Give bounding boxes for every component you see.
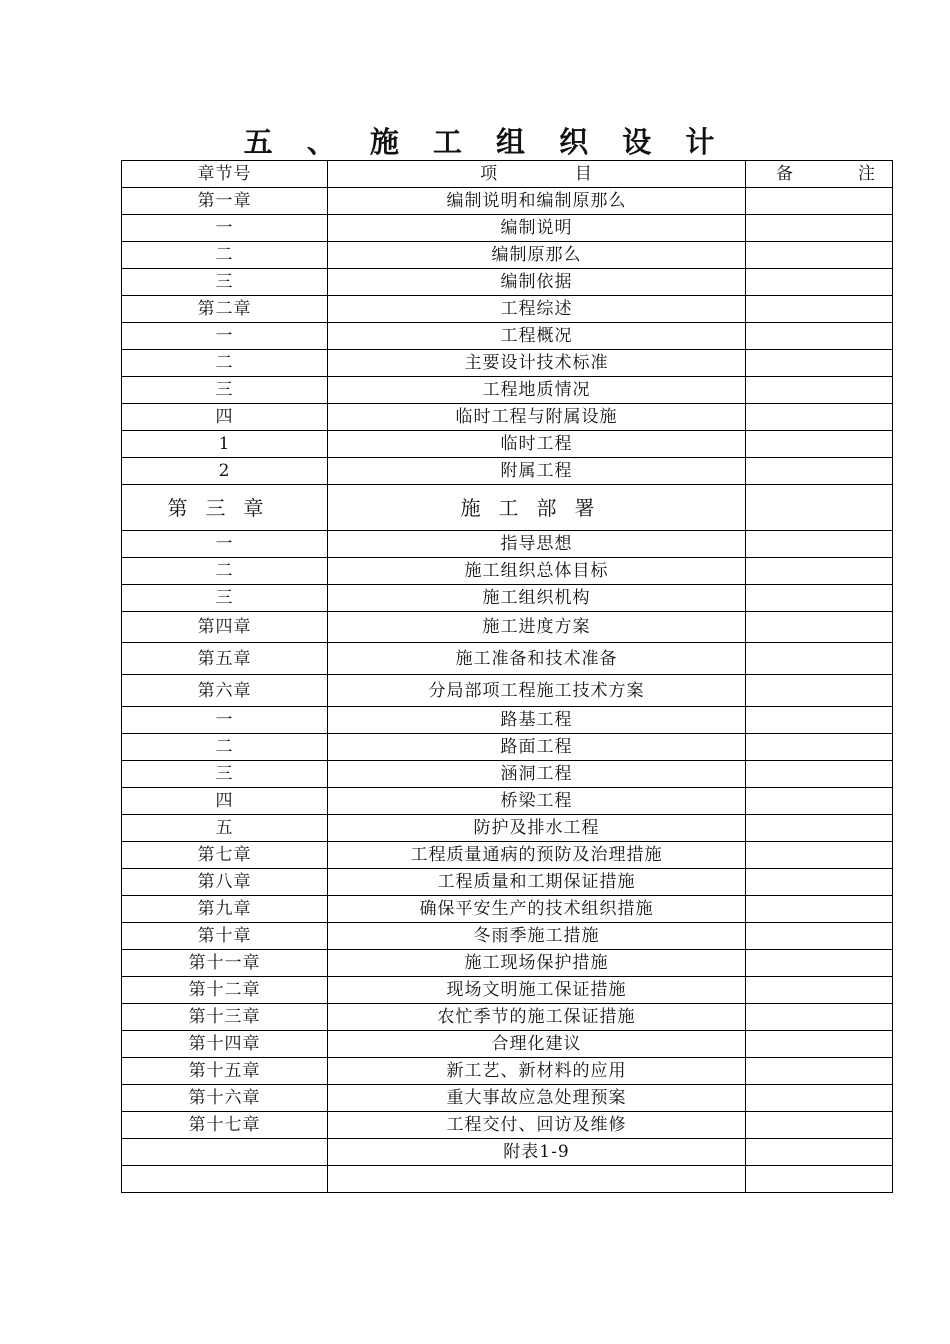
item-cell: 编制说明和编制原那么 [328,188,746,215]
chapter-cell: 第十五章 [122,1058,328,1085]
table-row [122,1004,893,1031]
item-cell: 工程概况 [328,323,746,350]
chapter-cell: 第十三章 [122,1004,328,1031]
chapter-cell: 第三章 [122,485,328,531]
item-cell: 施工准备和技术准备 [328,643,746,675]
chapter-cell: 三 [122,585,328,612]
item-cell: 施工部署 [328,485,746,531]
chapter-cell: 2 [122,458,328,485]
item-cell: 现场文明施工保证措施 [328,977,746,1004]
chapter-cell: 三 [122,761,328,788]
note-cell [746,675,893,707]
chapter-cell: 四 [122,404,328,431]
item-cell: 主要设计技术标准 [328,350,746,377]
chapter-cell: 一 [122,323,328,350]
table-row [122,734,893,761]
note-cell [746,323,893,350]
item-cell [328,1166,746,1193]
note-cell [746,458,893,485]
note-cell [746,1139,893,1166]
table-row [122,485,893,531]
chapter-cell: 四 [122,788,328,815]
note-cell [746,1031,893,1058]
table-row [122,896,893,923]
chapter-cell: 二 [122,350,328,377]
item-cell: 附表1-9 [328,1139,746,1166]
chapter-cell: 二 [122,734,328,761]
table-row [122,1031,893,1058]
note-cell [746,1166,893,1193]
chapter-cell: 第十一章 [122,950,328,977]
item-cell: 工程质量通病的预防及治理措施 [328,842,746,869]
table-row [122,431,893,458]
table-row [122,1058,893,1085]
table-row [122,950,893,977]
chapter-cell: 二 [122,558,328,585]
chapter-cell: 第四章 [122,612,328,643]
table-row [122,761,893,788]
note-cell [746,643,893,675]
item-cell: 分局部项工程施工技术方案 [328,675,746,707]
item-cell: 冬雨季施工措施 [328,923,746,950]
note-cell [746,585,893,612]
note-cell [746,558,893,585]
contents-table [121,160,893,1193]
note-cell [746,1112,893,1139]
table-row [122,675,893,707]
note-cell [746,1085,893,1112]
note-cell [746,734,893,761]
note-cell [746,788,893,815]
item-cell: 路基工程 [328,707,746,734]
table-row [122,558,893,585]
chapter-cell: 五 [122,815,328,842]
item-cell: 确保平安生产的技术组织措施 [328,896,746,923]
item-cell: 临时工程与附属设施 [328,404,746,431]
chapter-cell: 1 [122,431,328,458]
table-row [122,350,893,377]
table-row [122,296,893,323]
chapter-cell: 第七章 [122,842,328,869]
table-row [122,585,893,612]
chapter-cell: 第五章 [122,643,328,675]
item-cell: 涵洞工程 [328,761,746,788]
header-note [746,161,893,188]
table-header-row [122,161,893,188]
chapter-cell: 第六章 [122,675,328,707]
table-row [122,977,893,1004]
item-cell: 工程地质情况 [328,377,746,404]
table-row [122,1085,893,1112]
note-cell [746,269,893,296]
chapter-cell: 二 [122,242,328,269]
header-note-right: 注 [858,164,876,184]
page-title: 五 、 施 工 组 织 设 计 [243,125,727,159]
note-cell [746,896,893,923]
note-cell [746,869,893,896]
table-row [122,815,893,842]
chapter-cell: 第九章 [122,896,328,923]
item-cell: 临时工程 [328,431,746,458]
note-cell [746,1058,893,1085]
note-cell [746,296,893,323]
header-chapter: 章节号 [122,161,328,188]
chapter-cell [122,1166,328,1193]
table-row [122,404,893,431]
item-cell: 新工艺、新材料的应用 [328,1058,746,1085]
table-row [122,869,893,896]
chapter-cell: 第十章 [122,923,328,950]
table-row [122,1112,893,1139]
table-row [122,842,893,869]
note-cell [746,842,893,869]
table-row [122,707,893,734]
chapter-cell: 第十二章 [122,977,328,1004]
chapter-cell: 第十七章 [122,1112,328,1139]
table-row [122,788,893,815]
chapter-cell: 第二章 [122,296,328,323]
table-row [122,323,893,350]
header-item: 项 目 [328,161,746,188]
note-cell [746,612,893,643]
note-cell [746,188,893,215]
chapter-cell: 三 [122,377,328,404]
item-cell: 农忙季节的施工保证措施 [328,1004,746,1031]
table-row [122,242,893,269]
table-row [122,612,893,643]
item-cell: 防护及排水工程 [328,815,746,842]
note-cell [746,1004,893,1031]
note-cell [746,950,893,977]
table-row [122,458,893,485]
note-cell [746,215,893,242]
note-cell [746,815,893,842]
chapter-cell [122,1139,328,1166]
chapter-cell: 第十六章 [122,1085,328,1112]
item-cell: 附属工程 [328,458,746,485]
item-cell: 路面工程 [328,734,746,761]
table-row [122,188,893,215]
note-cell [746,761,893,788]
note-cell [746,485,893,531]
item-cell: 工程质量和工期保证措施 [328,869,746,896]
item-cell: 施工进度方案 [328,612,746,643]
chapter-cell: 第八章 [122,869,328,896]
item-cell: 桥梁工程 [328,788,746,815]
note-cell [746,923,893,950]
table-row [122,215,893,242]
item-cell: 施工组织总体目标 [328,558,746,585]
item-cell: 工程交付、回访及维修 [328,1112,746,1139]
note-cell [746,350,893,377]
item-cell: 编制原那么 [328,242,746,269]
table-row [122,377,893,404]
chapter-cell: 三 [122,269,328,296]
note-cell [746,531,893,558]
note-cell [746,377,893,404]
table-row [122,531,893,558]
chapter-cell: 一 [122,707,328,734]
table-row [122,269,893,296]
item-cell: 编制说明 [328,215,746,242]
table-row [122,1166,893,1193]
chapter-cell: 一 [122,215,328,242]
item-cell: 施工现场保护措施 [328,950,746,977]
header-note-left: 备 [776,164,794,184]
chapter-cell: 一 [122,531,328,558]
item-cell: 编制依据 [328,269,746,296]
chapter-cell: 第一章 [122,188,328,215]
item-cell: 指导思想 [328,531,746,558]
table-row [122,1139,893,1166]
note-cell [746,431,893,458]
note-cell [746,242,893,269]
note-cell [746,977,893,1004]
item-cell: 施工组织机构 [328,585,746,612]
chapter-cell: 第十四章 [122,1031,328,1058]
item-cell: 合理化建议 [328,1031,746,1058]
note-cell [746,707,893,734]
item-cell: 工程综述 [328,296,746,323]
table-row [122,643,893,675]
table-row [122,923,893,950]
item-cell: 重大事故应急处理预案 [328,1085,746,1112]
note-cell [746,404,893,431]
